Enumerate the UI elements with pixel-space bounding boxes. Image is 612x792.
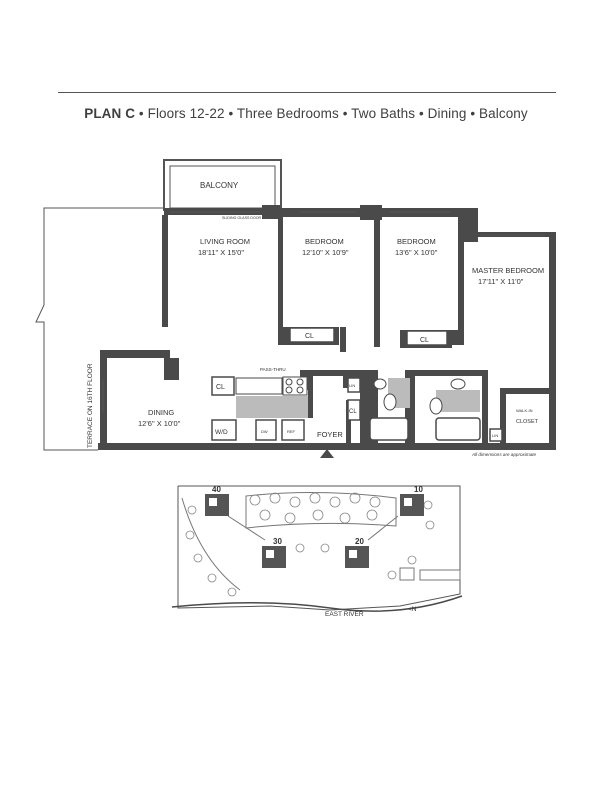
dining-name: DINING <box>148 408 175 417</box>
balcony-label: BALCONY <box>200 181 239 190</box>
plan-header: PLAN C • Floors 12-22 • Three Bedrooms • Two Baths • Dining • Balcony <box>84 106 528 121</box>
living-room-dims: 18'11" X 15'0" <box>198 248 244 257</box>
site-plan <box>172 486 462 611</box>
east-river-label: EAST RIVER <box>325 611 364 618</box>
linen-label: LIN <box>349 383 356 388</box>
closet-label-kitchen: CL <box>216 384 225 391</box>
dining-dims: 12'6" X 10'0" <box>138 419 181 428</box>
terrace-outline <box>36 208 163 450</box>
walkin-closet-line2: CLOSET <box>516 419 539 425</box>
refrigerator-label: REF <box>287 429 295 434</box>
building-20-label: 20 <box>355 537 364 546</box>
building-40-label: 40 <box>212 485 221 494</box>
master-bedroom-name: MASTER BEDROOM <box>472 266 545 275</box>
dishwasher-label: DW <box>261 429 268 434</box>
pass-thru-label: PASS-THRU <box>260 367 286 372</box>
bathroom-fixtures <box>370 378 480 440</box>
closet-label-hall: CL <box>349 409 357 415</box>
plan-floors: Floors 12-22 <box>147 106 225 121</box>
plan-bedrooms: Three Bedrooms <box>236 106 339 121</box>
foyer-label: FOYER <box>317 430 343 439</box>
sliding-door-label: SLIDING GLASS DOOR <box>222 216 262 220</box>
dimensions-note: All dimensions are approximate <box>472 452 537 457</box>
washer-dryer-label: W/D <box>215 429 228 436</box>
building-10-label: 10 <box>414 485 423 494</box>
bedroom2-name: BEDROOM <box>397 237 436 246</box>
bedroom1-dims: 12'10" X 10'9" <box>302 248 349 257</box>
bedroom1-name: BEDROOM <box>305 237 344 246</box>
living-room-name: LIVING ROOM <box>200 237 251 246</box>
plan-balcony: Balcony <box>479 106 528 121</box>
closet-label-bedroom2: CL <box>420 337 429 344</box>
bedroom2-dims: 13'6" X 10'0" <box>395 248 438 257</box>
north-arrow-label: <N <box>408 606 417 613</box>
plan-name: PLAN C <box>84 106 136 121</box>
closet-label-bedroom1: CL <box>305 333 314 340</box>
linen-label-2: LIN <box>492 433 499 438</box>
terrace-label: TERRACE ON 16TH FLOOR <box>87 363 94 448</box>
plan-dining: Dining <box>427 106 467 121</box>
plan-baths: Two Baths <box>351 106 416 121</box>
building-30-label: 30 <box>273 537 282 546</box>
master-bedroom-dims: 17'11" X 11'0" <box>478 277 524 286</box>
walkin-closet-line1: WALK-IN <box>516 408 533 413</box>
entry-arrow <box>320 449 334 458</box>
